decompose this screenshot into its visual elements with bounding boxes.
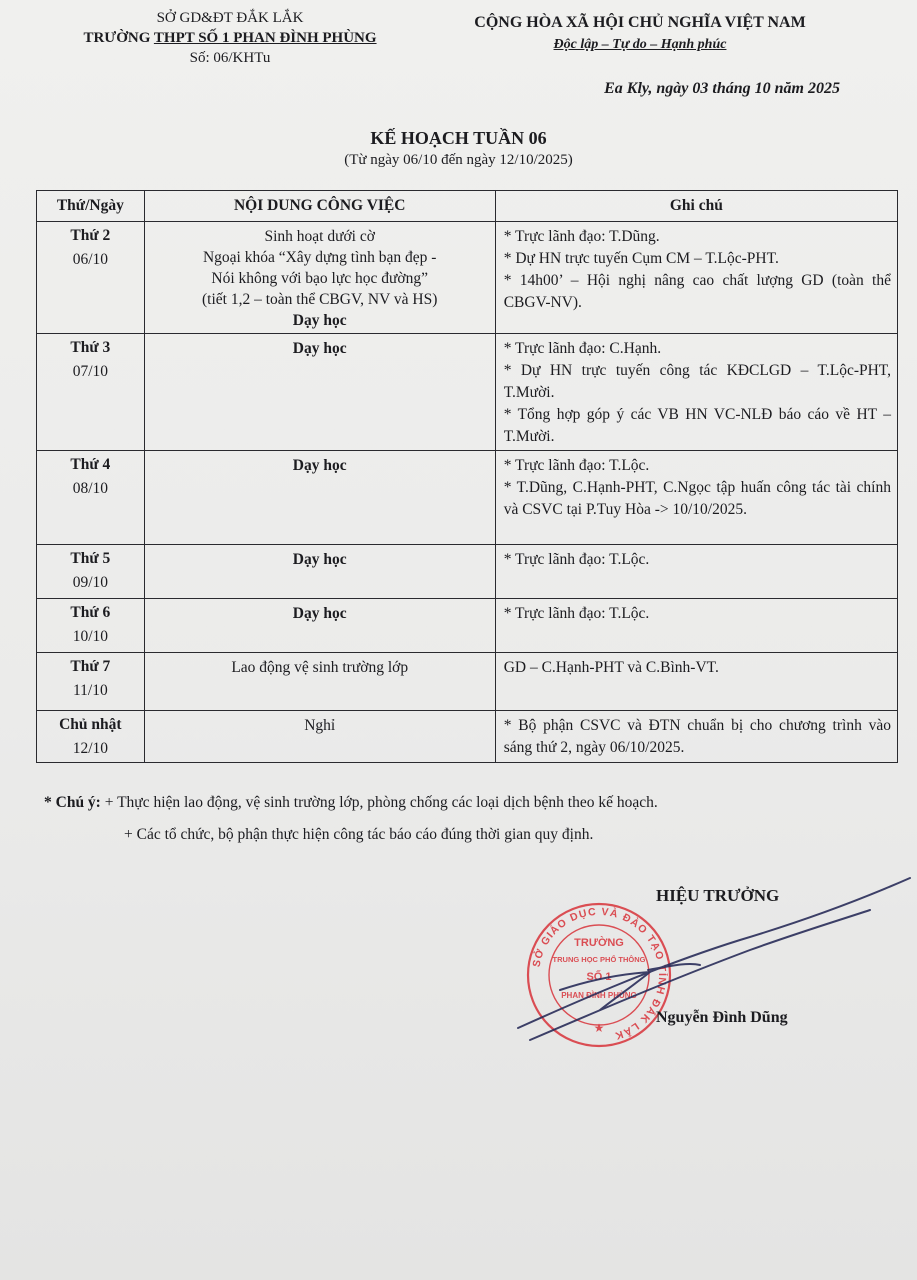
content-teaching: Dạy học [292,457,347,474]
day-name: Thứ 3 [70,339,111,356]
day-date: 11/10 [72,682,108,699]
place-date: Ea Kly, ngày 03 tháng 10 năm 2025 [604,80,840,97]
day-cell [37,222,145,334]
signer-title: HIỆU TRƯỞNG [656,886,780,905]
notes-cell [495,334,897,451]
table-row [37,222,898,334]
notes-cell [495,451,897,545]
content-line: Lao động vệ sinh trường lớp [231,659,409,676]
note-item: * 14h00’ – Hội nghị nâng cao chất lượng GD (toàn thể CBGV-NV). [503,272,891,311]
notes-cell [495,222,897,334]
header-notes: Ghi chú [495,191,897,222]
day-name: Chủ nhật [59,716,122,733]
content-cell [144,599,495,653]
note-item: * Dự HN trực tuyến Cụm CM – T.Lộc-PHT. [503,250,779,267]
note-item: * T.Dũng, C.Hạnh-PHT, C.Ngọc tập huấn công tác tài chính và CSVC tại P.Tuy Hòa -> 10/10/2025. [503,479,891,518]
content-cell [144,711,495,763]
national-motto: Độc lập – Tự do – Hạnh phúc [553,37,727,52]
content-cell [144,334,495,451]
day-name: Thứ 4 [70,456,111,473]
content-line: Ngoại khóa “Xây dựng tình bạn đẹp - [202,249,437,266]
content-teaching: Dạy học [292,605,347,622]
document-subtitle: (Từ ngày 06/10 đến ngày 12/10/2025) [344,152,573,168]
content-teaching: Dạy học [292,312,347,329]
note-item: * Tổng hợp góp ý các VB HN VC-NLĐ báo cáo về HT – T.Mười. [503,406,891,445]
notes-cell [495,599,897,653]
weekly-plan-table [36,190,898,763]
note-item: * Trực lãnh đạo: T.Lộc. [503,605,650,622]
note-item: * Bộ phận CSVC và ĐTN chuẩn bị cho chương trình vào sáng thứ 2, ngày 06/10/2025. [503,717,891,756]
day-cell [37,653,145,711]
notes-cell [495,711,897,763]
content-line: Sinh hoạt dưới cờ [264,228,375,245]
day-date: 10/10 [72,628,108,645]
day-date: 09/10 [72,574,108,591]
content-cell [144,545,495,599]
content-cell [144,653,495,711]
header-content: NỘI DUNG CÔNG VIỆC [144,191,495,222]
day-date: 12/10 [72,740,108,757]
svg-text:TRUNG HỌC PHỔ THÔNG: TRUNG HỌC PHỔ THÔNG [552,955,646,964]
country-name: CỘNG HÒA XÃ HỘI CHỦ NGHĨA VIỆT NAM [474,14,806,31]
content-cell [144,222,495,334]
document-title: KẾ HOẠCH TUẦN 06 [370,128,547,148]
note-item: * Trực lãnh đạo: T.Lộc. [503,457,650,474]
table-row [37,711,898,763]
svg-text:★: ★ [593,1021,605,1035]
day-cell [37,334,145,451]
table-row [37,545,898,599]
svg-text:PHAN ĐÌNH PHÙNG: PHAN ĐÌNH PHÙNG [561,991,637,1000]
day-name: Thứ 2 [70,227,111,244]
day-name: Thứ 7 [70,658,111,675]
day-name: Thứ 5 [70,550,111,567]
day-date: 06/10 [72,251,108,268]
note-item: * Trực lãnh đạo: T.Lộc. [503,551,650,568]
day-cell [37,711,145,763]
day-name: Thứ 6 [70,604,111,621]
school-name: TRƯỜNG THPT SỐ 1 PHAN ĐÌNH PHÙNG [83,30,377,46]
table-row [37,599,898,653]
handwritten-signature [500,870,917,1060]
day-date: 07/10 [72,363,108,380]
table-row [37,451,898,545]
department-name: SỞ GD&ĐT ĐẮK LẮK [156,10,304,26]
notes-cell [495,653,897,711]
note-item: * Dự HN trực tuyến công tác KĐCLGD – T.Lộc-PHT, T.Mười. [503,362,891,401]
day-cell [37,599,145,653]
table-header-row [37,191,898,222]
day-cell [37,545,145,599]
svg-text:SỐ 1: SỐ 1 [586,971,612,983]
table-row [37,334,898,451]
note-item: * Trực lãnh đạo: C.Hạnh. [503,340,662,357]
day-date: 08/10 [72,480,108,497]
national-heading [430,12,850,56]
header-day: Thứ/Ngày [37,191,145,222]
day-cell [37,451,145,545]
content-line: (tiết 1,2 – toàn thể CBGV, NV và HS) [202,291,438,308]
footnote-line-1: * Chú ý: + Thực hiện lao động, vệ sinh trường lớp, phòng chống các loại dịch bệnh theo kế hoạch. [44,794,658,811]
svg-text:SỞ GIÁO DỤC VÀ ĐÀO TẠO TỈNH ĐẮ: SỞ GIÁO DỤC VÀ ĐÀO TẠO TỈNH ĐẮK LẮK [530,905,669,1042]
notes-cell [495,545,897,599]
content-teaching: Dạy học [292,340,347,357]
document-number: Số: 06/KHTu [189,50,271,66]
issuer-block [30,8,430,68]
content-teaching: Dạy học [292,551,347,568]
note-item: GD – C.Hạnh-PHT và C.Bình-VT. [503,659,719,676]
footnote-line-2: + Các tổ chức, bộ phận thực hiện công tác báo cáo đúng thời gian quy định. [124,826,594,843]
content-cell [144,451,495,545]
footnote [44,787,884,851]
table-row [37,653,898,711]
signer-name: Nguyễn Đình Dũng [656,1009,788,1026]
note-item: * Trực lãnh đạo: T.Dũng. [503,228,660,245]
svg-text:TRƯỜNG: TRƯỜNG [574,937,624,949]
content-line: Nói không với bạo lực học đường” [211,270,428,287]
content-line: Nghỉ [304,717,336,734]
